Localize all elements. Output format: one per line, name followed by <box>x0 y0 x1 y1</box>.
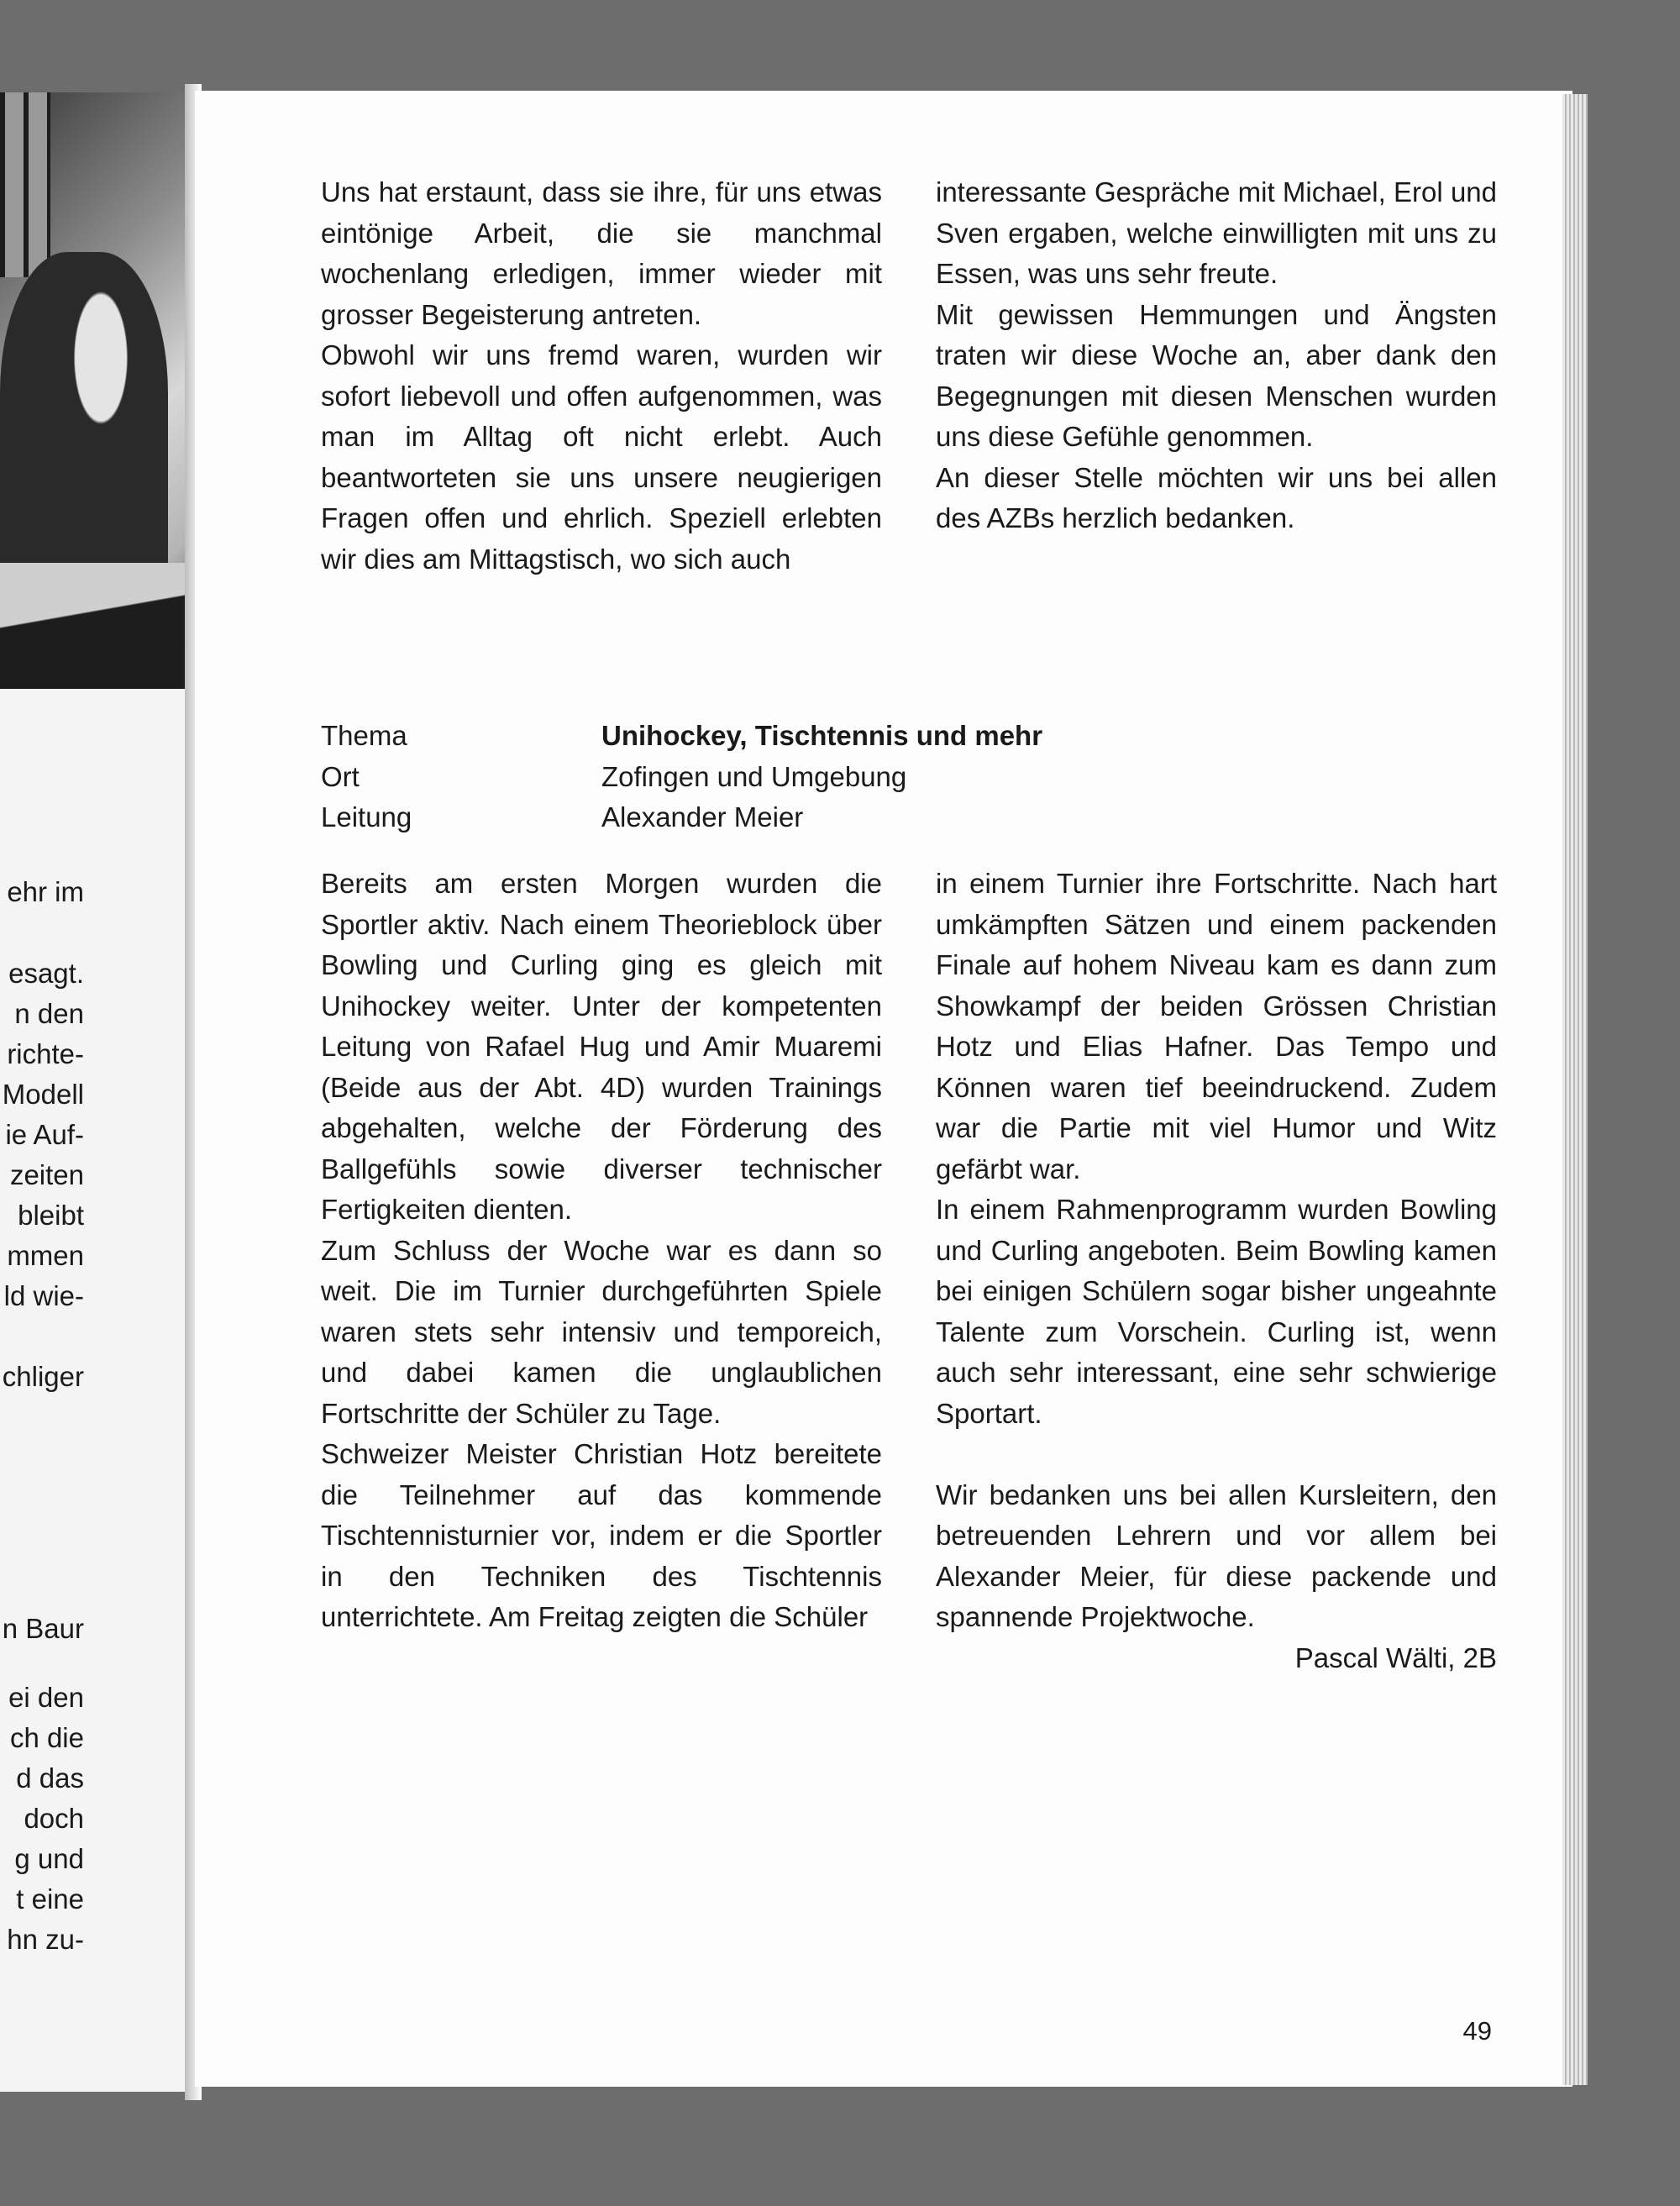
left-page-line: doch <box>24 1803 84 1834</box>
photo-window <box>0 92 50 277</box>
left-page-line: ld wie- <box>3 1280 84 1311</box>
left-page-line: hn zu- <box>7 1924 84 1955</box>
paragraph-gap <box>936 1434 1497 1475</box>
ort-label: Ort <box>321 760 360 792</box>
left-page-line: mmen <box>7 1240 84 1271</box>
section2-right-paragraph: in einem Turnier ihre Fortschritte. Nach hart umkämpften Sätzen und einem packenden Finale auf hohem Niveau kam es dann zum Showkampf der beiden Grössen Christian Hotz und Elias Hafner. Das Tempo und Können waren tief beeindruckend. Zudem war die Partie mit viel Humor und Witz gefärbt war. <box>936 868 1497 1184</box>
left-page-line: n den <box>14 998 84 1029</box>
section2-left-paragraph: Zum Schluss der Woche war es dann so weit. Die im Turnier durchgeführten Spiele waren stets sehr intensiv und temporeich, und dabei kamen die unglaublichen Fortschritte der Schüler zu Tage. <box>321 1234 882 1429</box>
section2-column-right <box>936 864 1497 1678</box>
thema-row <box>321 716 1161 757</box>
left-page-line: esagt. <box>8 958 84 989</box>
left-page-line: t eine <box>16 1883 84 1914</box>
section1-left-paragraph: Obwohl wir uns fremd waren, wurden wir sofort liebevoll und offen aufgenommen, was man im Alltag oft nicht erlebt. Auch beantworteten sie uns unsere neugierigen Fragen offen und ehrlich. Speziell erlebten wir dies am Mittagstisch, wo sich auch <box>321 339 882 575</box>
left-page-line: chliger <box>2 1361 84 1392</box>
left-page-line: ie Auf- <box>5 1119 84 1150</box>
ort-value: Zofingen und Umgebung <box>601 760 907 792</box>
leitung-row <box>321 797 1161 838</box>
left-page-line: ch die <box>9 1722 84 1753</box>
section1-right-paragraph: interessante Gespräche mit Michael, Erol und Sven ergaben, welche einwilligten mit uns zu Essen, was uns sehr freute. <box>936 176 1497 289</box>
left-page-line: n Baur <box>2 1613 84 1644</box>
section2-right-paragraph: Wir bedanken uns bei allen Kursleitern, den betreuenden Lehrern und vor allem bei Alexander Meier, für diese packende und spannende Projektwoche. <box>936 1479 1497 1632</box>
section1-column-left <box>321 172 882 580</box>
section1-right-paragraph: Mit gewissen Hemmungen und Ängsten traten wir diese Woche an, aber dank den Begegnungen mit diesen Menschen wurden uns diese Gefühle genommen. <box>936 298 1497 452</box>
section2-left-paragraph: Bereits am ersten Morgen wurden die Sportler aktiv. Nach einem Theorieblock über Bowling und Curling ging es gleich mit Unihockey weiter. Unter der kompetenten Leitung von Rafael Hug und Amir Muaremi (Beide aus der Abt. 4D) wurden Trainings abgehalten, welche der Förderung des Ballgefühls sowie diverser technischer Fertigkeiten dienten. <box>321 868 882 1225</box>
thema-value: Unihockey, Tischtennis und mehr <box>601 720 1043 751</box>
project-info <box>321 716 1161 838</box>
left-page-line: zeiten <box>9 1159 84 1190</box>
page-number: 49 <box>1462 2016 1492 2046</box>
section2-right-paragraph: In einem Rahmenprogramm wurden Bowling und Curling angeboten. Beim Bowling kamen bei einigen Schülern sogar bisher ungeahnte Talente zum Vorschein. Curling ist, wenn auch sehr interessant, eine sehr schwierige Sportart. <box>936 1194 1497 1429</box>
left-page-line: d das <box>16 1762 84 1794</box>
left-page-line: bleibt <box>18 1200 84 1231</box>
left-page-line: ei den <box>8 1682 84 1713</box>
thema-label: Thema <box>321 720 407 751</box>
page-edge <box>1562 94 1588 2085</box>
ort-row <box>321 757 1161 798</box>
photo-table <box>0 563 195 689</box>
left-page-line: g und <box>14 1843 84 1874</box>
leitung-value: Alexander Meier <box>601 801 804 833</box>
left-page-line: richte- <box>7 1038 84 1069</box>
photo-person <box>0 252 168 605</box>
left-page-line: ehr im <box>7 876 84 907</box>
section1-left-paragraph: Uns hat erstaunt, dass sie ihre, für uns etwas eintönige Arbeit, die sie manchmal wochenlang erledigen, immer wieder mit grosser Begeisterung antreten. <box>321 176 882 330</box>
section2-column-left <box>321 864 882 1638</box>
author-signature: Pascal Wälti, 2B <box>1294 1641 1497 1673</box>
leitung-label: Leitung <box>321 801 412 833</box>
section1-column-right <box>936 172 1497 539</box>
section1-right-paragraph: An dieser Stelle möchten wir uns bei allen des AZBs herzlich bedanken. <box>936 461 1497 533</box>
section2-left-paragraph: Schweizer Meister Christian Hotz bereitete die Teilnehmer auf das kommende Tischtennisturnier vor, indem er die Sportler in den Techniken des Tischtennis unterrichtete. Am Freitag zeigten die Schüler <box>321 1438 882 1632</box>
left-page-line: Modell <box>2 1079 84 1110</box>
photo-woman-at-table <box>0 92 195 689</box>
